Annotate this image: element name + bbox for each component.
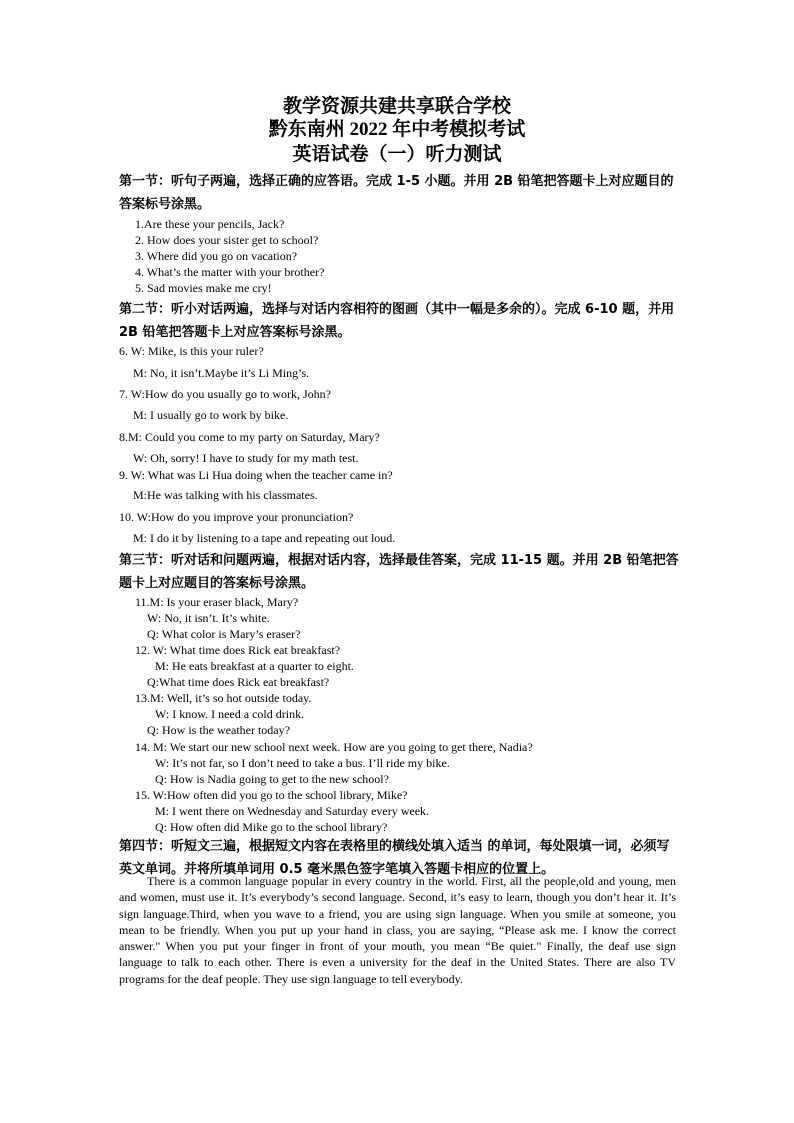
- section1-item-1: 1.Are these your pencils, Jack?: [135, 217, 285, 231]
- section3-instruction: 第三节：听对话和问题两遍，根据对话内容，选择最佳答案，完成 11-15 题。并用 2B 铅笔把答题卡上对应题目的答案标号涂黑。: [119, 553, 679, 591]
- dialogue-line: 12. W: What time does Rick eat breakfast?: [135, 643, 341, 657]
- exam-name-heading: 黔东南州 2022 年中考模拟考试: [268, 119, 526, 140]
- dialogue-line: M:He was talking with his classmates.: [133, 488, 318, 502]
- dialogue-line: Q: What color is Mary’s eraser?: [147, 627, 301, 641]
- dialogue-line: 13.M: Well, it’s so hot outside today.: [135, 691, 312, 705]
- dialogue-line: 6. W: Mike, is this your ruler?: [119, 344, 264, 358]
- section1-item-5: 5. Sad movies make me cry!: [135, 281, 272, 295]
- dialogue-line: W: Oh, sorry! I have to study for my math test.: [133, 451, 359, 465]
- dialogue-line: W: It’s not far, so I don’t need to take a bus. I’ll ride my bike.: [155, 756, 450, 770]
- paper-title-heading: 英语试卷（一）听力测试: [292, 144, 502, 165]
- dialogue-line: Q: How often did Mike go to the school library?: [155, 820, 388, 834]
- dialogue-line: 8.M: Could you come to my party on Saturday, Mary?: [119, 430, 380, 444]
- dialogue-line: 10. W:How do you improve your pronunciation?: [119, 510, 354, 524]
- section4-instruction: 第四节：听短文三遍，根据短文内容在表格里的横线处填入适当 的单词，每处限填一词，必须写英文单词。并将所填单词用 0.5 毫米黑色签字笔填入答题卡相应的位置上。: [119, 839, 670, 877]
- dialogue-line: Q:What time does Rick eat breakfast?: [147, 675, 330, 689]
- dialogue-line: 11.M: Is your eraser black, Mary?: [135, 595, 299, 609]
- section1-item-3: 3. Where did you go on vacation?: [135, 249, 298, 263]
- dialogue-line: W: No, it isn’t. It’s white.: [147, 611, 270, 625]
- school-name-heading: 教学资源共建共享联合学校: [282, 96, 511, 117]
- dialogue-line: 7. W:How do you usually go to work, John?: [119, 387, 331, 401]
- sign-language-passage: There is a common language popular in every country in the world. First, all the people,old and young, men and women, must use it. It’s everybody’s second language. Second, it’s easy to learn, though you don’t hear it. It’s sign language.Third, when you wave to a friend, you are using sign language. When you smile at someone, you mean to be friendly. When you put up your hand in class, you are saying, “Please ask me. I know the correct answer." When you put your finger in front of your mouth, you mean “Be quiet." Finally, the deaf use sign language to talk to each other. There is even a university for the deaf in the United States. There are also TV programs for the deaf people. They use sign language to tell everybody.: [119, 874, 676, 986]
- section1-item-4: 4. What’s the matter with your brother?: [135, 265, 325, 279]
- dialogue-line: Q: How is the weather today?: [147, 723, 290, 737]
- dialogue-line: M: He eats breakfast at a quarter to eight.: [155, 659, 354, 673]
- dialogue-line: 15. W:How often did you go to the school library, Mike?: [135, 788, 408, 802]
- section2-instruction: 第二节：听小对话两遍，选择与对话内容相符的图画（其中一幅是多余的）。完成 6-10 题，并用 2B 铅笔把答题卡上对应答案标号涂黑。: [119, 302, 675, 340]
- dialogue-line: 9. W: What was Li Hua doing when the teacher came in?: [119, 468, 393, 482]
- dialogue-line: 14. M: We start our new school next week. How are you going to get there, Nadia?: [135, 740, 533, 754]
- dialogue-line: M: I went there on Wednesday and Saturday every week.: [155, 804, 430, 818]
- dialogue-line: W: I know. I need a cold drink.: [155, 707, 305, 721]
- dialogue-line: M: I usually go to work by bike.: [133, 408, 289, 422]
- dialogue-line: M: No, it isn’t.Maybe it’s Li Ming’s.: [133, 366, 310, 380]
- section1-item-2: 2. How does your sister get to school?: [135, 233, 319, 247]
- section1-instruction: 第一节：听句子两遍，选择正确的应答语。完成 1-5 小题。并用 2B 铅笔把答题卡上对应题目的答案标号涂黑。: [119, 174, 674, 212]
- dialogue-line: M: I do it by listening to a tape and repeating out loud.: [133, 531, 396, 545]
- dialogue-line: Q: How is Nadia going to get to the new school?: [155, 772, 389, 786]
